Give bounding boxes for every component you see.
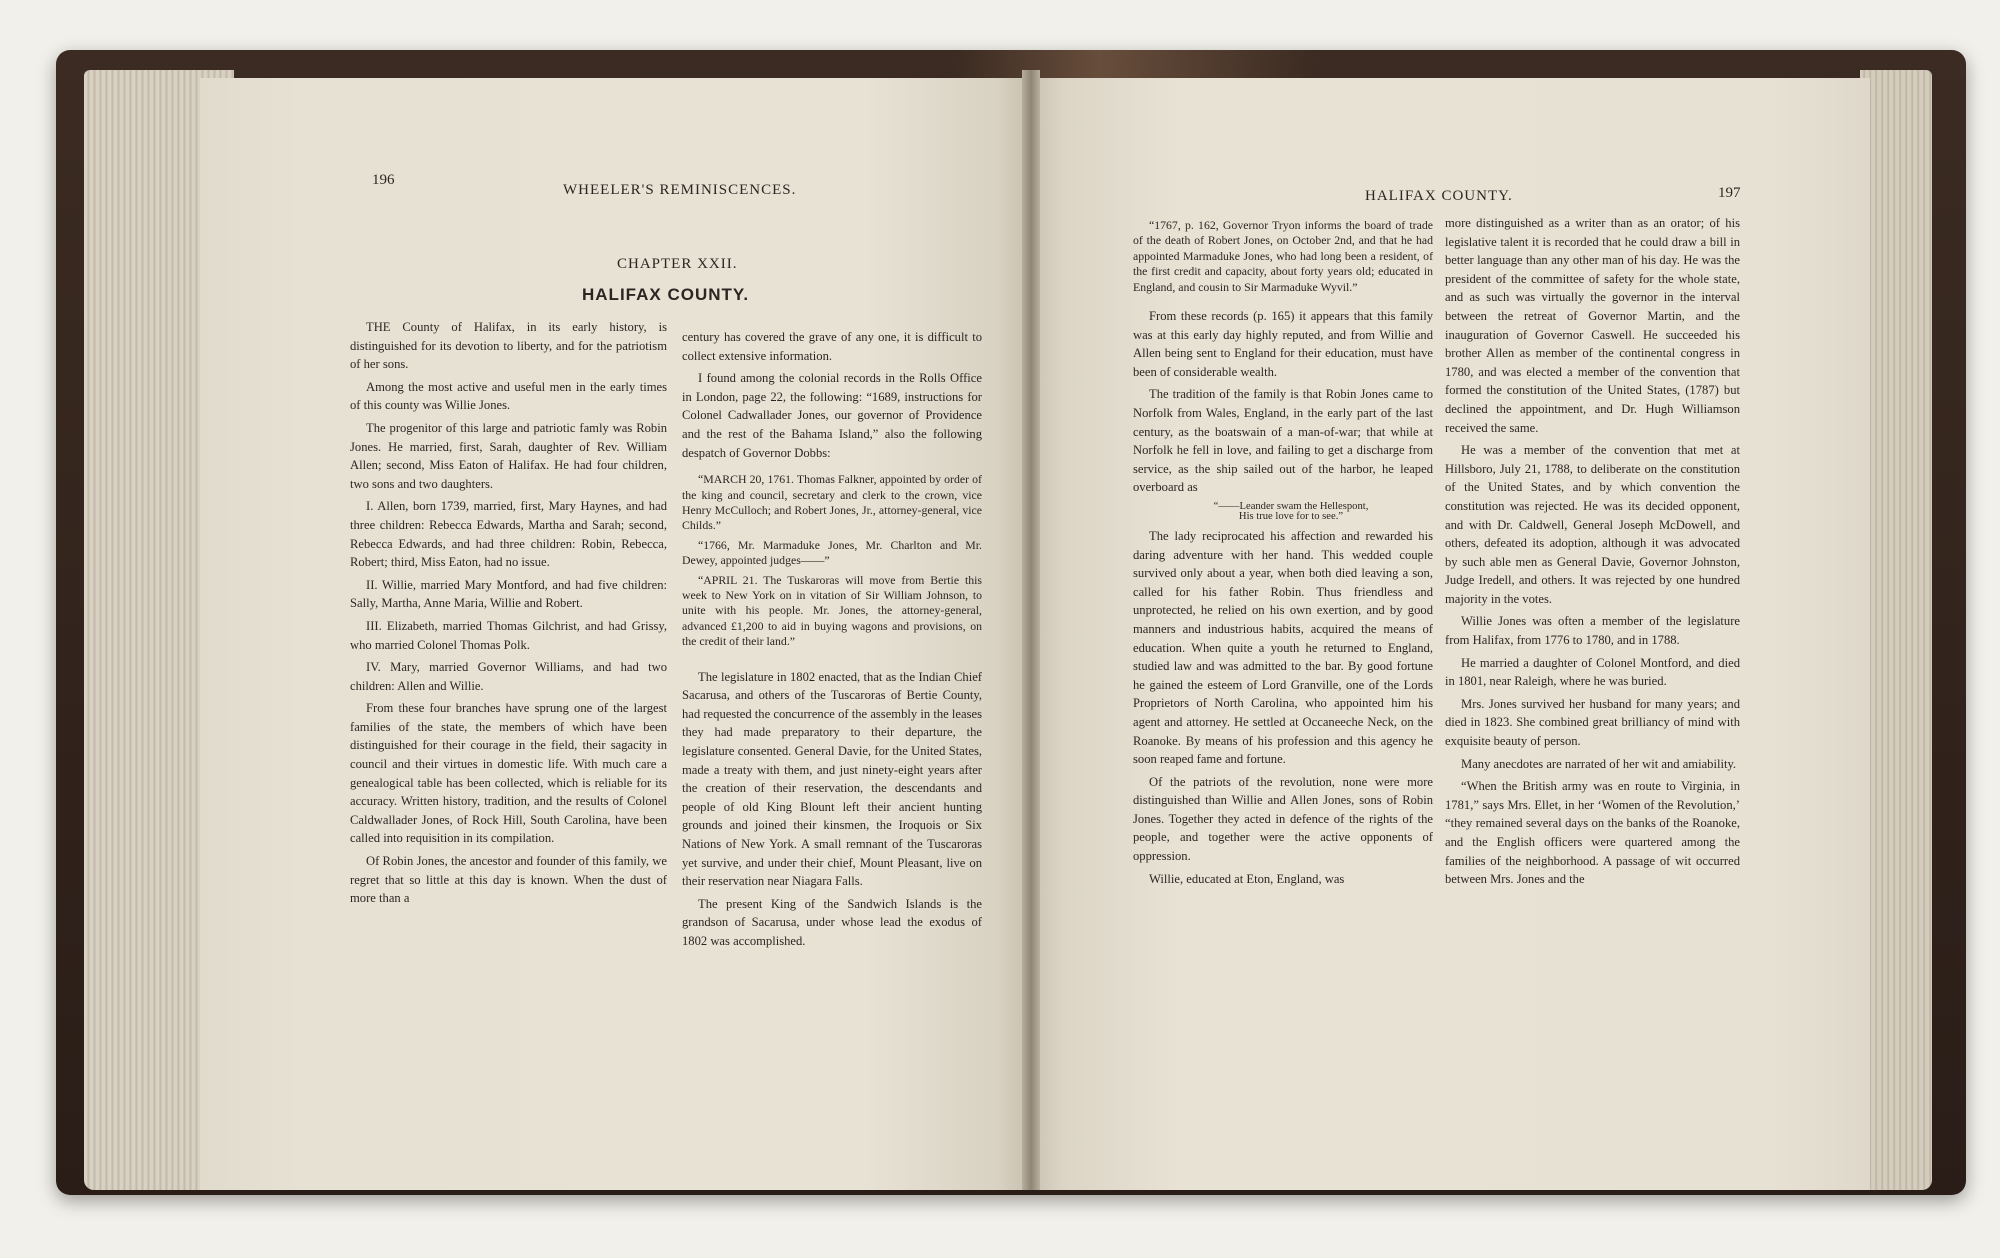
quote-paragraph: “MARCH 20, 1761. Thomas Falkner, appointed by order of the king and council, secretary and clerk to the crown, vice Henry McCulloch; and Robert Jones, Jr., attorney-general, vice Childs.” [682, 472, 982, 533]
paragraph: “When the British army was en route to Virginia, in 1781,” says Mrs. Ellet, in her ‘Women of the Revolution,’ “they remained several days on the banks of the Roanoke, and the English officers were quartered among the families of the neighborhood. A passage of wit occurred between Mrs. Jones and the [1445, 779, 1740, 887]
right-running-head: HALIFAX COUNTY. [1365, 188, 1513, 204]
quote-paragraph: “1766, Mr. Marmaduke Jones, Mr. Charlton and Mr. Dewey, appointed judges——” [682, 537, 982, 568]
paragraph: IV. Mary, married Governor Williams, and had two children: Allen and Willie. [350, 660, 667, 693]
left-page-number: 196 [372, 172, 395, 188]
paragraph: III. Elizabeth, married Thomas Gilchrist, and had Grissy, who married Colonel Thomas Polk. [350, 618, 667, 652]
paragraph: more distinguished as a writer than as an orator; of his legislative talent it is recorded that he could draw a bill in better language than any other man of his day. He was the president of the committee of safety for the whole state, and as such was virtually the governor in the interval between the retreat of Governor Martin, and the inauguration of Governor Caswell. He succeeded his brother Allen as member of the continental congress in 1780, and was elected a member of the convention that formed the constitution of the United States, (1787) but declined the appointment, and Dr. Hugh Williamson received the same. [1445, 216, 1740, 435]
paragraph: The tradition of the family is that Robin Jones came to Norfolk from Wales, England, in the early part of the last century, as the boatswain of a man-of-war; that while at Norfolk he fell in love, and failing to get a discharge from service, as the ship sailed out of the harbor, he leaped overboard as [1133, 387, 1433, 495]
paragraph: THE County of Halifax, in its early history, is distinguished for its devotion to liberty, and for the patriotism of her sons. [350, 320, 667, 372]
paragraph: The present King of the Sandwich Islands is the grandson of Sacarusa, under whose lead the exodus of 1802 was accomplished. [682, 896, 982, 948]
paragraph: He was a member of the convention that met at Hillsboro, July 21, 1788, to deliberate on the constitution of the United States, and by which convention the constitution was rejected. He was its decided opponent, and with Dr. Caldwell, General Joseph McDowell, and others, defeated its adoption, although it was advocated by such able men as General Davie, Governor Johnston, Judge Iredell, and others. It was rejected by one hundred majority in the votes. [1445, 443, 1740, 606]
paragraph: The lady reciprocated his affection and rewarded his daring adventure with her hand. This wedded couple survived only about a year, when both died leaving a son, called for his father Robin. Thus friendless and unprotected, he relied on his own exertion, and by good manners and industrious habits, acquired the means of education. When quite a youth he returned to England, studied law and was admitted to the bar. By good fortune he gained the esteem of Lord Granville, one of the Lords Proprietors of North Carolina, who appointed him his agent and attorney. He settled at Occaneeche Neck, on the Roanoke. By means of his profession and this agency he soon reaped fame and fortune. [1133, 528, 1433, 767]
paragraph: I. Allen, born 1739, married, first, Mary Haynes, and had three children: Rebecca Edwards, Martha and Sarah; second, Rebecca Edwards, and had three children: Robin, Rebecca, Robert; third, Miss Eaton, had no issue. [350, 499, 667, 570]
paragraph: century has covered the grave of any one, it is difficult to collect extensive information. [682, 330, 982, 363]
chapter-title: HALIFAX COUNTY. [582, 285, 750, 304]
verse-line: His true love for to see.” [1238, 510, 1344, 522]
paragraph: Of the patriots of the revolution, none were more distinguished than Willie and Allen Jones, sons of Robin Jones. Together they acted in defence of the rights of the people, and together were the active opponents of oppression. [1133, 774, 1433, 864]
right-page-column-2 [1445, 214, 1740, 893]
left-page-column-2 [682, 328, 982, 955]
paragraph: The legislature in 1802 enacted, that as the Indian Chief Sacarusa, and others of the Tuscaroras of Bertie County, had requested the concurrence of the assembly in the leases they had made preparatory to their departure, the legislature consented. General Davie, for the United States, made a treaty with them, and just ninety-eight years after the creation of their reservation, the descendants and people of old King Blount left their ancient hunting grounds and joined their kinsmen, the Iroquois or Six Nations of New York. A small remnant of the Tuscaroras yet survive, and under their chief, Mount Pleasant, live on their reservation near Niagara Falls. [682, 669, 982, 889]
quote-paragraph: “APRIL 21. The Tuskaroras will move from Bertie this week to New York on in vitation of Sir William Johnson, to unite with his people. Mr. Jones, the attorney-general, advanced £1,200 to aid in buying wagons and provisions, on the credit of their land.” [682, 572, 982, 649]
paragraph: I found among the colonial records in the Rolls Office in London, page 22, the following: “1689, instructions for Colonel Cadwallader Jones, our governor of Providence and the rest of the Bahama Island,” also the following despatch of Governor Dobbs: [682, 371, 982, 460]
right-fore-edge [1860, 70, 1932, 1190]
paragraph: The progenitor of this large and patriotic famly was Robin Jones. He married, first, Sarah, daughter of Rev. William Allen; second, Miss Eaton of Halifax. He had four children, two sons and two daughters. [350, 420, 667, 491]
paragraph: From these four branches have sprung one of the largest families of the state, the members of which have been distinguished for their courage in the field, their sagacity in council and their virtues in domestic life. With much care a genealogical table has been collected, which is reliable for its accuracy. Written history, tradition, and the results of Colonel Caldwallader Jones, of Rock Hill, South Carolina, have been called into requisition in its compilation. [350, 701, 667, 846]
chapter-heading: CHAPTER XXII. [617, 256, 738, 272]
book-gutter [1022, 70, 1040, 1190]
paragraph: Willie, educated at Eton, England, was [1149, 871, 1345, 886]
right-page-column-1 [1133, 218, 1433, 892]
verse-line: “——Leander swam the Hellespont, [1213, 500, 1369, 512]
right-page-number: 197 [1718, 185, 1741, 201]
paragraph: Of Robin Jones, the ancestor and founder of this family, we regret that so little at this day is known. When the dust of more than a [350, 854, 667, 906]
quote-paragraph: “1767, p. 162, Governor Tryon informs the board of trade of the death of Robert Jones, on October 2nd, and that he had appointed Marmaduke Jones, who had long been a resident, of the first credit and capacity, about forty years old; educated in England, and cousin to Sir Marmaduke Wyvil.” [1133, 218, 1433, 294]
paragraph: Mrs. Jones survived her husband for many years; and died in 1823. She combined great brilliancy of mind with exquisite beauty of person. [1445, 696, 1740, 749]
paragraph: II. Willie, married Mary Montford, and had five children: Sally, Martha, Anne Maria, Willie and Robert. [350, 577, 667, 611]
left-page-column-1 [350, 318, 667, 912]
paragraph: He married a daughter of Colonel Montford, and died in 1801, near Raleigh, where he was buried. [1445, 655, 1740, 689]
paragraph: Among the most active and useful men in the early times of this county was Willie Jones. [350, 379, 667, 413]
left-running-head: WHEELER'S REMINISCENCES. [563, 182, 797, 198]
paragraph: Many anecdotes are narrated of her wit and amiability. [1461, 756, 1737, 771]
paragraph: From these records (p. 165) it appears that this family was at this early day highly reputed, and from Willie and Allen being sent to England for their education, must have been of considerable wealth. [1133, 309, 1433, 379]
paragraph: Willie Jones was often a member of the legislature from Halifax, from 1776 to 1780, and in 1788. [1445, 614, 1740, 648]
